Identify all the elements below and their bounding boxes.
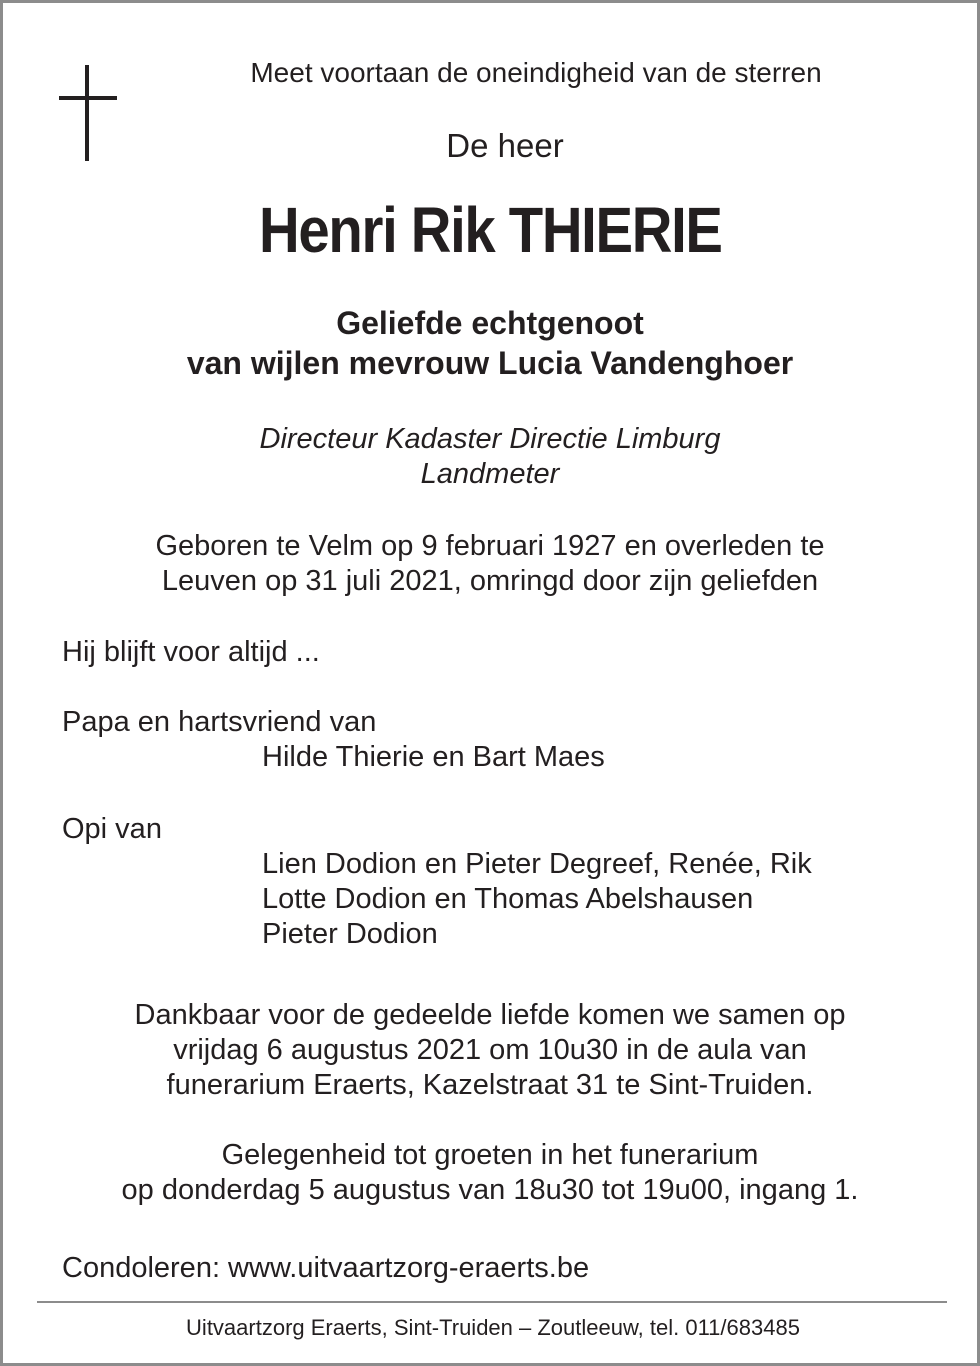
visitation-line: Gelegenheid tot groeten in het funerarium (221, 1139, 759, 1171)
grandchild-entry: Lien Dodion en Pieter Degreef, Renée, Rik (262, 848, 812, 880)
birth-death-line: Leuven op 31 juli 2021, omringd door zijn geliefden (161, 565, 819, 597)
role-line: Landmeter (420, 458, 560, 490)
quote-line: Meet voortaan de oneindigheid van de sterren (250, 57, 822, 88)
ceremony-line: vrijdag 6 augustus 2021 om 10u30 in de aula van (173, 1034, 807, 1066)
birth-death-line: Geboren te Velm op 9 februari 1927 en overleden te (155, 530, 825, 562)
spouse-line: Geliefde echtgenoot (336, 305, 644, 341)
funeral-home-footer: Uitvaartzorg Eraerts, Sint-Truiden – Zoutleeuw, tel. 011/683485 (186, 1315, 800, 1340)
ceremony-line: funerarium Eraerts, Kazelstraat 31 te Sint-Truiden. (166, 1069, 814, 1101)
spouse-line: van wijlen mevrouw Lucia Vandenghoer (186, 345, 794, 381)
child-entry: Hilde Thierie en Bart Maes (262, 741, 605, 773)
grandchild-entry: Lotte Dodion en Thomas Abelshausen (262, 883, 754, 915)
footer-divider (37, 1301, 947, 1303)
ceremony-line: Dankbaar voor de gedeelde liefde komen we samen op (134, 999, 846, 1031)
children-intro: Papa en hartsvriend van (62, 706, 377, 738)
role-line: Directeur Kadaster Directie Limburg (259, 423, 721, 455)
visitation-line: op donderdag 5 augustus van 18u30 tot 19u00, ingang 1. (121, 1174, 859, 1206)
salutation: De heer (446, 127, 564, 164)
condolences-line: Condoleren: www.uitvaartzorg-eraerts.be (62, 1252, 590, 1284)
deceased-name: Henri Rik THIERIE (259, 194, 722, 266)
grandchild-entry: Pieter Dodion (262, 918, 438, 950)
grandchildren-intro: Opi van (62, 813, 162, 845)
remembrance-line: Hij blijft voor altijd ... (62, 636, 320, 668)
